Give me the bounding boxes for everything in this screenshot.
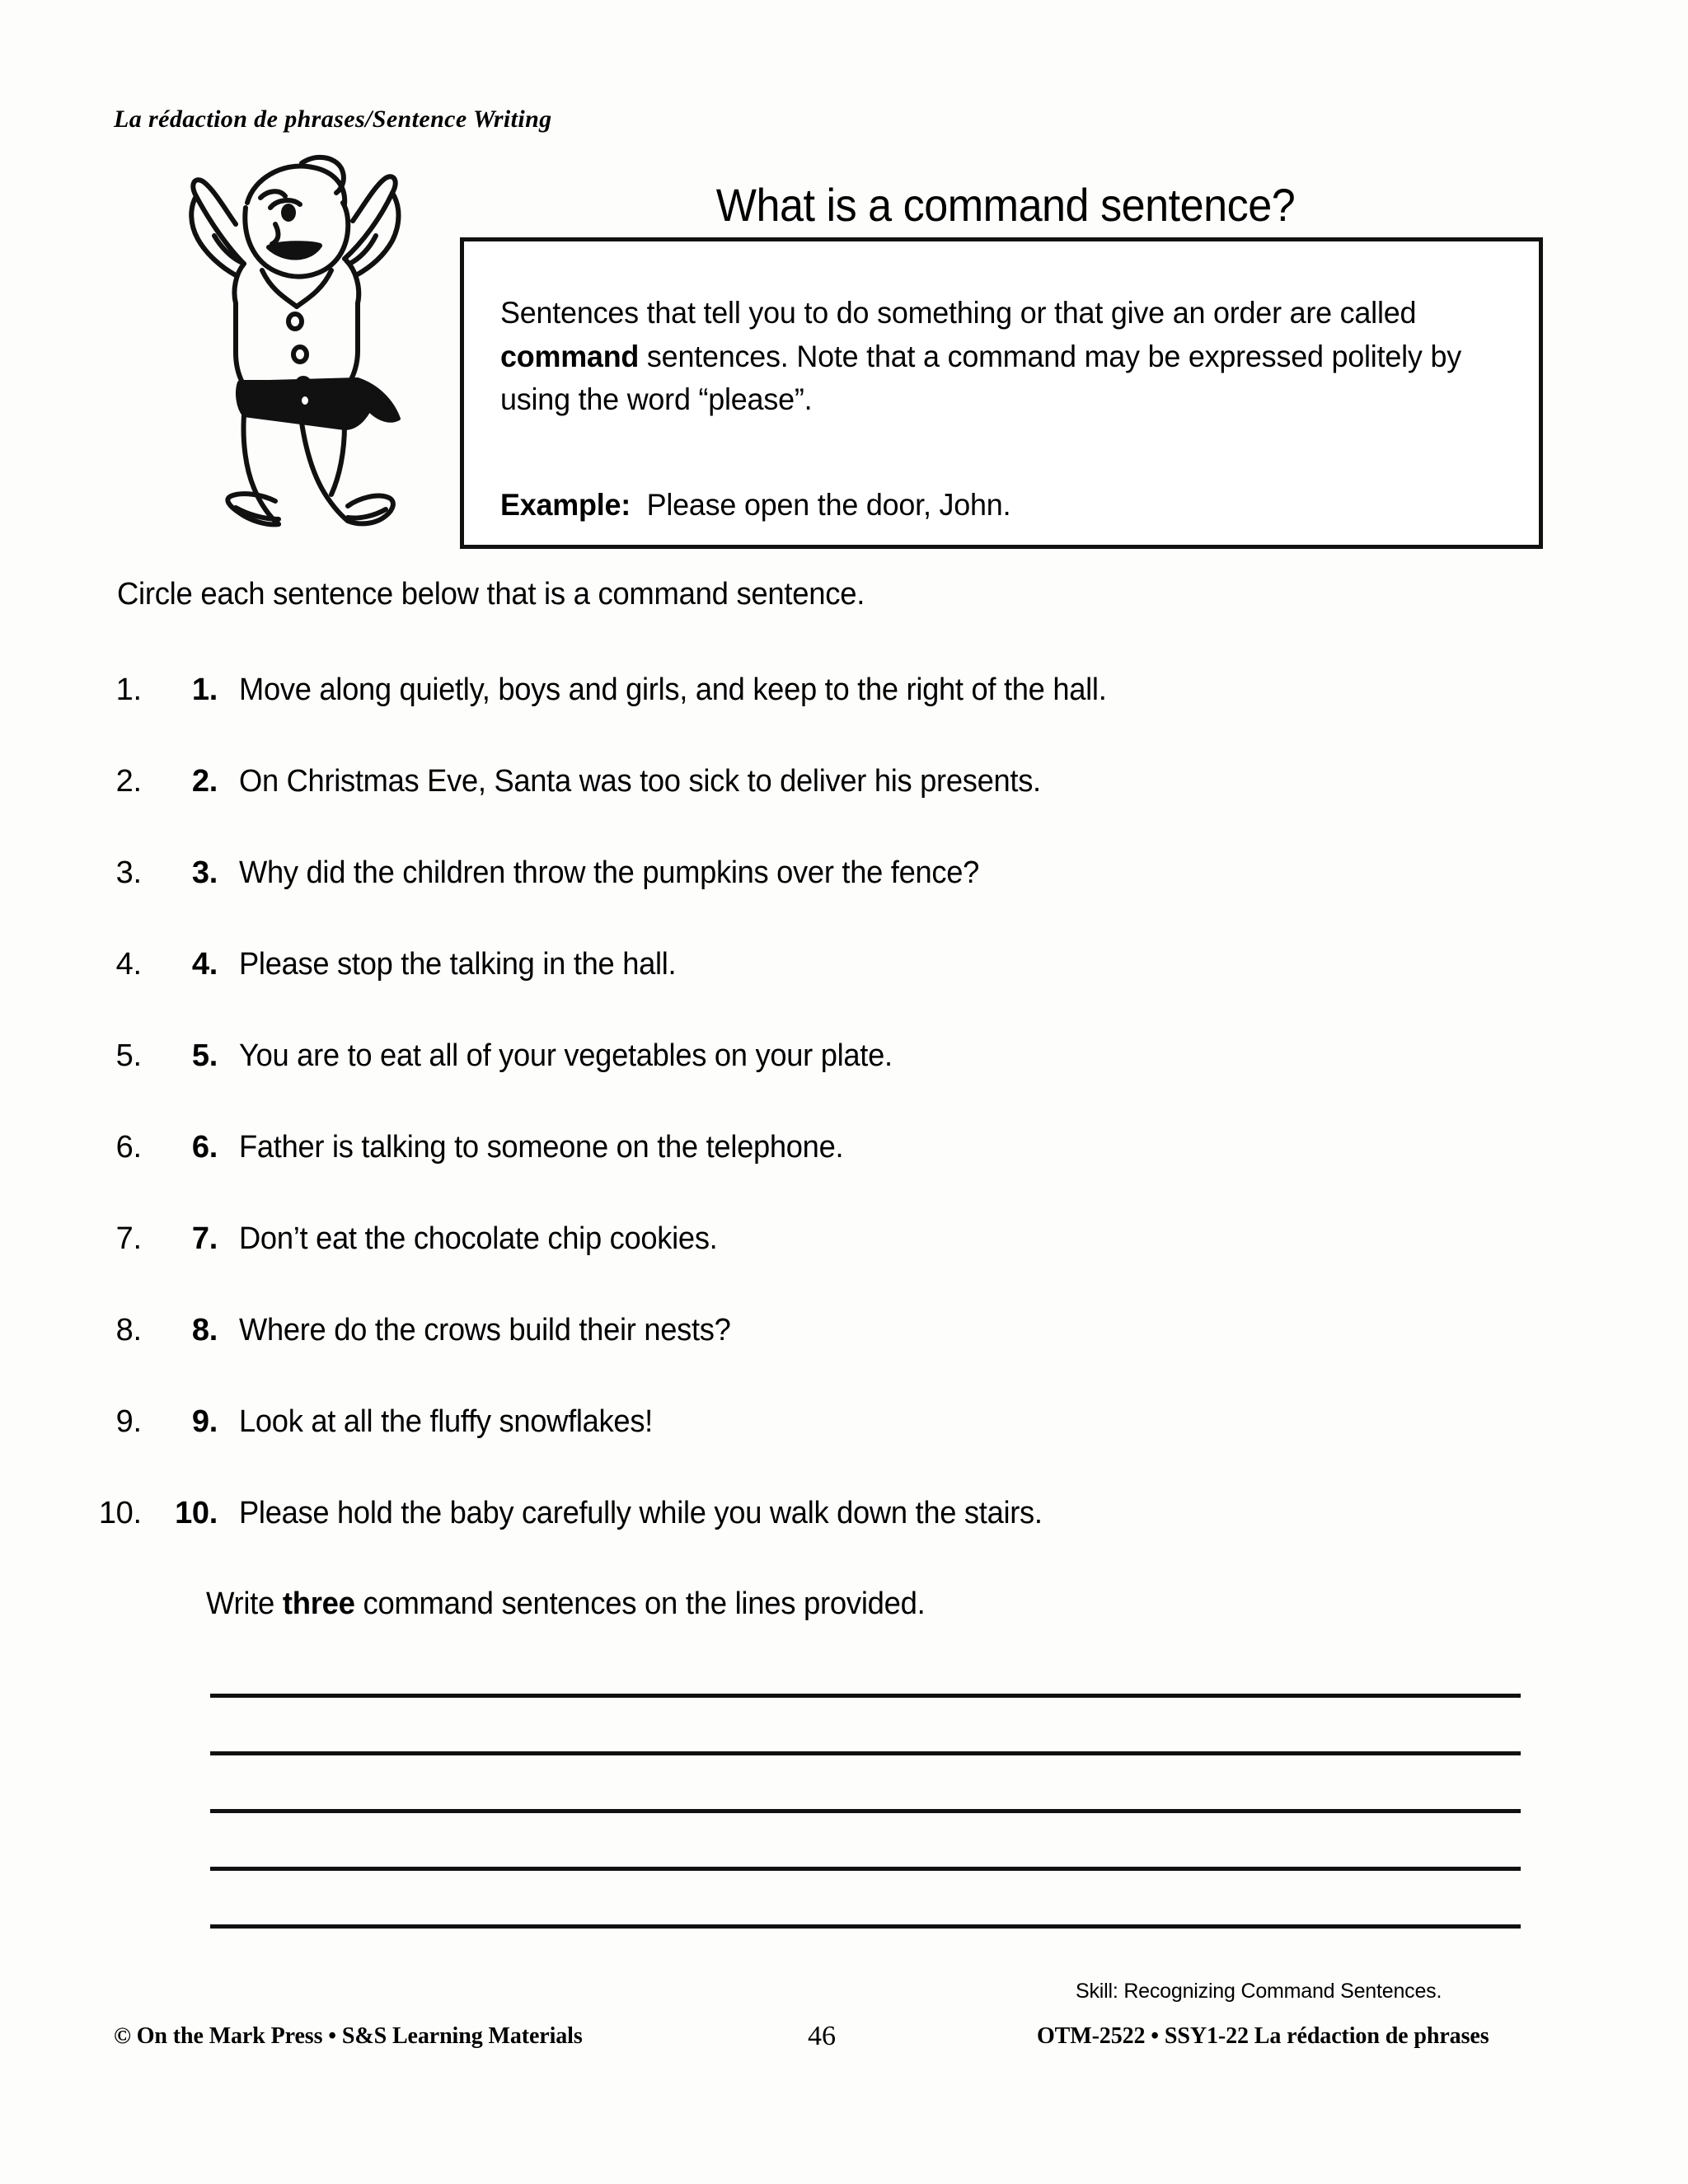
directive-text: Circle each sentence below that is a command sentence. [117,577,865,612]
definition-part1: Sentences that tell you to do something or that give an order are called [500,296,1417,330]
write-prompt-bold-word: three [282,1586,355,1621]
writing-line[interactable] [210,1809,1521,1813]
sentence-item[interactable] [150,1130,1601,1221]
writing-line[interactable] [210,1924,1521,1929]
sentence-text[interactable]: Please stop the talking in the hall. [239,947,677,982]
write-prompt-part2: command sentences on the lines provided. [354,1586,926,1621]
definition-bold-word: command [500,339,640,373]
sentence-item[interactable] [150,1313,1601,1404]
sentence-text[interactable]: Look at all the fluffy snowflakes! [239,1404,653,1439]
definition-part2: sentences. Note that a command may be expressed politely by using the word “please”. [500,339,1461,417]
sentence-text[interactable]: On Christmas Eve, Santa was too sick to deliver his presents. [239,764,1041,799]
sentence-text[interactable]: Where do the crows build their nests? [239,1313,731,1347]
sentence-text[interactable]: Don’t eat the chocolate chip cookies. [239,1221,718,1256]
example-label: Example: [500,488,631,522]
sentence-number: 2. 2. [191,764,218,799]
write-three-prompt [206,1586,926,1622]
sentence-number: 1. 1. [191,673,218,707]
page-title: What is a command sentence? [715,178,1296,231]
sentence-item[interactable] [150,673,1601,764]
example-text: Please open the door, John. [646,488,1011,522]
sentence-item[interactable] [150,1038,1601,1130]
sentence-text[interactable]: Please hold the baby carefully while you walk down the stairs. [239,1496,1043,1530]
sentence-number: 5. 5. [191,1038,218,1073]
writing-line[interactable] [210,1751,1521,1755]
writing-line[interactable] [210,1694,1521,1698]
sentence-list [117,673,1601,1587]
sentence-item[interactable] [150,1496,1601,1587]
sentence-number: 4. 4. [191,947,218,982]
writing-line[interactable] [210,1867,1521,1871]
sentence-text[interactable]: Father is talking to someone on the telephone. [239,1130,844,1165]
sentence-number: 3. 3. [191,855,218,890]
sentence-text[interactable]: You are to eat all of your vegetables on your plate. [239,1038,893,1073]
running-head: La rédaction de phrases/Sentence Writing [114,105,552,133]
sentence-number: 8. 8. [191,1313,218,1347]
writing-lines[interactable] [210,1694,1521,1982]
sentence-number: 6. 6. [191,1130,218,1165]
example-line [500,488,1010,523]
sentence-number: 10. 10. [175,1496,218,1530]
footer-page-number: 46 [808,2021,836,2051]
sentence-item[interactable] [150,764,1601,855]
sentence-item[interactable] [150,947,1601,1038]
sentence-item[interactable] [150,1221,1601,1313]
footer-product-code: OTM-2522 • SSY1-22 La rédaction de phrases [1037,2023,1489,2049]
gingerbread-man-figure-icon [138,138,435,542]
sentence-item[interactable] [150,855,1601,947]
footer-publisher: © On the Mark Press • S&S Learning Materials [114,2023,583,2049]
sentence-item[interactable] [150,1404,1601,1496]
skill-note: Skill: Recognizing Command Sentences. [1076,1980,1442,2003]
definition-box [460,237,1543,549]
sentence-text[interactable]: Why did the children throw the pumpkins over the fence? [239,855,980,890]
definition-text [500,292,1484,422]
sentence-number: 7. 7. [191,1221,218,1256]
write-prompt-part1: Write [206,1586,283,1621]
sentence-number: 9. 9. [191,1404,218,1439]
sentence-text[interactable]: Move along quietly, boys and girls, and keep to the right of the hall. [239,673,1107,707]
